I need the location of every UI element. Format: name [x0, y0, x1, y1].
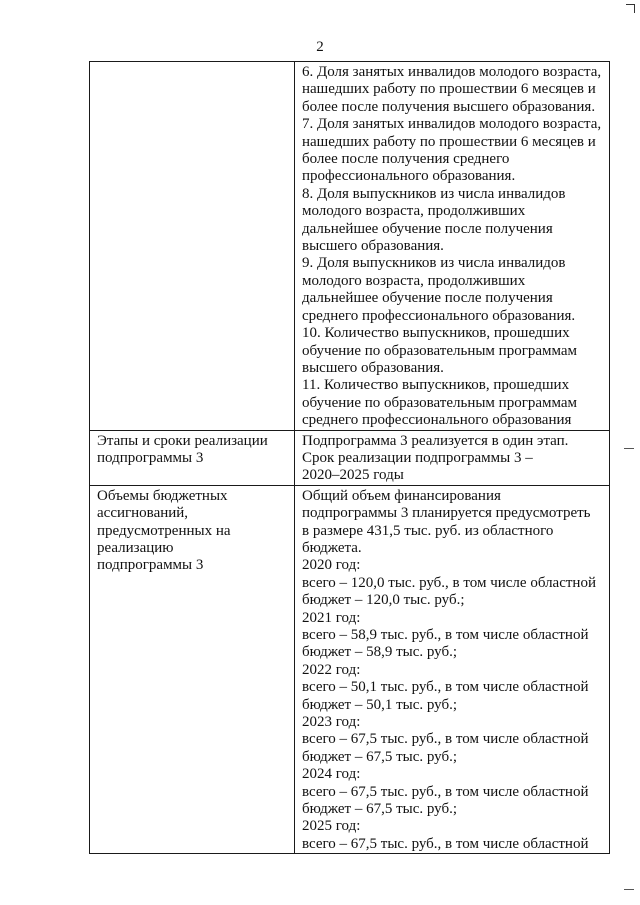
text-line: дальнейшее обучение после получения — [302, 220, 553, 237]
text-line: профессионального образования. — [302, 168, 516, 185]
text-line: бюджета. — [302, 539, 362, 556]
text-line: 2022 год: — [302, 661, 361, 678]
table-row — [90, 485, 610, 854]
text-line: бюджет – 58,9 тыс. руб.; — [302, 644, 458, 661]
text-line: среднего профессионального образования. — [302, 307, 576, 324]
text-line: нашедших работу по прошествии 6 месяцев и — [302, 81, 596, 98]
text-line: 11. Количество выпускников, прошедших — [302, 377, 570, 394]
text-line: 2020 год: — [302, 557, 361, 574]
text-line: дальнейшее обучение после получения — [302, 290, 553, 307]
text-line: подпрограммы 3 планируется предусмотреть — [302, 505, 591, 522]
subprogram-passport-table — [89, 61, 610, 854]
text-line: 2024 год: — [302, 766, 361, 783]
text-line: всего – 58,9 тыс. руб., в том числе областной — [302, 627, 589, 643]
text-line: среднего профессионального образования — [302, 412, 572, 429]
text-line: бюджет – 50,1 тыс. руб.; — [302, 696, 458, 713]
text-line: 6. Доля занятых инвалидов молодого возраста, — [302, 64, 602, 80]
label-line: подпрограммы 3 — [97, 449, 204, 466]
text-line: всего – 67,5 тыс. руб., в том числе областной — [302, 835, 589, 852]
text-line: обучение по образовательным программам — [302, 394, 578, 411]
text-line: 7. Доля занятых инвалидов молодого возраста, — [302, 116, 602, 133]
label-line: подпрограммы 3 — [97, 557, 204, 574]
label-line: Этапы и сроки реализации — [97, 432, 268, 449]
text-line: нашедших работу по прошествии 6 месяцев и — [302, 133, 596, 150]
label-line: ассигнований, — [97, 505, 189, 522]
text-line: обучение по образовательным программам — [302, 342, 578, 359]
text-line: молодого возраста, продолживших — [302, 203, 526, 220]
row-label-cell — [90, 430, 295, 485]
text-line: Подпрограмма 3 реализуется в один этап. — [302, 432, 569, 449]
text-line: более после получения среднего — [302, 151, 510, 168]
text-line: высшего образования. — [302, 359, 444, 376]
text-line: высшего образования. — [302, 238, 444, 255]
text-line: всего – 50,1 тыс. руб., в том числе областной — [302, 679, 589, 696]
page-number: 2 — [316, 39, 324, 55]
text-line: более после получения высшего образования. — [302, 98, 596, 115]
text-line: 10. Количество выпускников, прошедших — [302, 325, 570, 342]
label-line: предусмотренных на — [97, 522, 231, 539]
text-line: 2020–2025 годы — [302, 467, 404, 484]
row-label-cell — [90, 485, 295, 854]
text-line: в размере 431,5 тыс. руб. из областного — [302, 522, 554, 539]
row-content-cell — [295, 62, 610, 431]
text-line: 2021 год: — [302, 609, 361, 626]
text-line: бюджет – 67,5 тыс. руб.; — [302, 801, 458, 818]
text-line: Общий объем финансирования — [302, 487, 501, 504]
table-row — [90, 430, 610, 485]
text-line: Срок реализации подпрограммы 3 – — [302, 449, 533, 466]
table-row — [90, 62, 610, 431]
scan-edge-mark — [624, 889, 634, 890]
scan-corner-mark — [626, 4, 635, 13]
text-line: бюджет – 120,0 тыс. руб.; — [302, 592, 465, 609]
row-label-cell — [90, 62, 295, 431]
text-line: 2023 год: — [302, 714, 361, 731]
row-content-cell — [295, 430, 610, 485]
text-line: 9. Доля выпускников из числа инвалидов — [302, 255, 566, 272]
text-line: 8. Доля выпускников из числа инвалидов — [302, 185, 566, 202]
text-line: всего – 120,0 тыс. руб., в том числе областной — [302, 574, 596, 591]
text-line: всего – 67,5 тыс. руб., в том числе областной — [302, 783, 589, 800]
label-line: Объемы бюджетных — [97, 487, 228, 504]
text-line: бюджет – 67,5 тыс. руб.; — [302, 748, 458, 765]
label-line: реализацию — [97, 539, 174, 556]
text-line: молодого возраста, продолживших — [302, 272, 526, 289]
row-content-cell — [295, 485, 610, 854]
text-line: всего – 67,5 тыс. руб., в том числе областной — [302, 731, 589, 748]
text-line: 2025 год: — [302, 818, 361, 835]
scan-edge-mark — [624, 448, 634, 449]
